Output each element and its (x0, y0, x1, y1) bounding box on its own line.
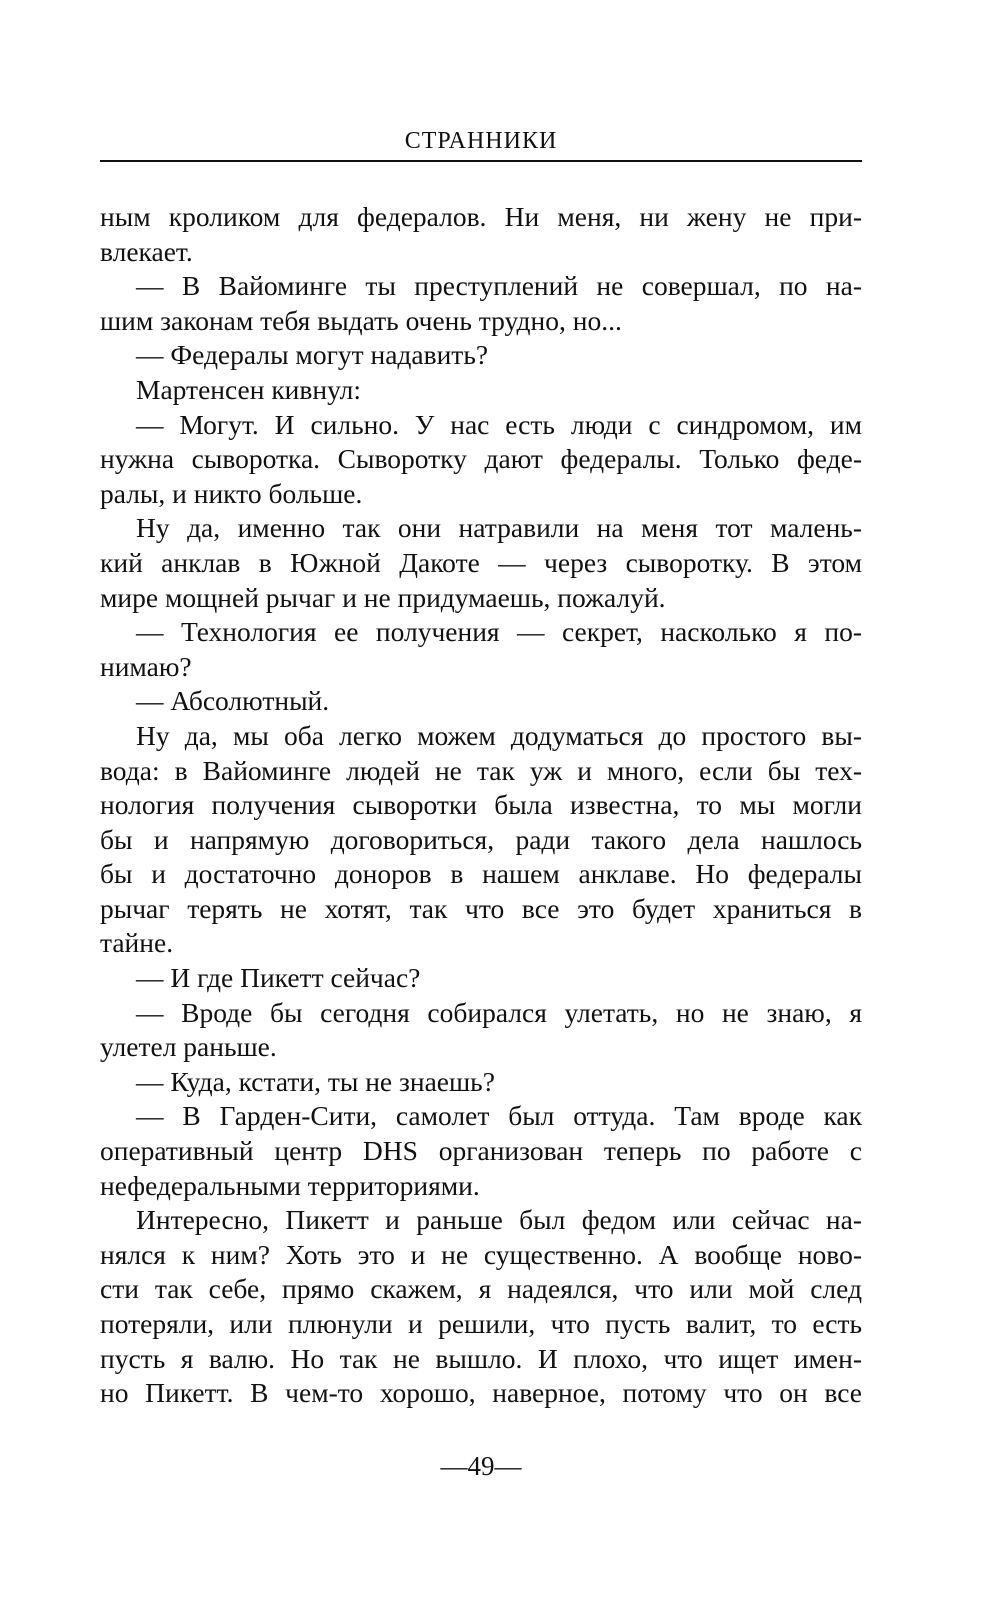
text-line: нужна сыворотка. Сыворотку дают федералы. Только феде- (100, 443, 862, 475)
text-line: сти так себе, прямо скажем, я надеялся, что или мой след (100, 1273, 862, 1305)
text-line: тайне. (100, 927, 174, 959)
text-line: Ну да, мы оба легко можем додуматься до простого вы- (136, 719, 862, 751)
text-line: нялся к ним? Хоть это и не существенно. А вообще ново- (100, 1238, 862, 1270)
text-line: улетел раньше. (100, 1031, 277, 1063)
text-line: пусть я валю. Но так не вышло. И плохо, что ищет имен- (100, 1342, 862, 1374)
text-line: влекает. (100, 235, 193, 267)
text-line: но Пикетт. В чем-то хорошо, наверное, потому что он все (100, 1377, 862, 1409)
text-line: — Могут. И сильно. У нас есть люди с синдромом, им (136, 408, 862, 440)
text-line: ным кроликом для федералов. Ни меня, ни жену не при- (100, 201, 862, 232)
text-line: потеряли, или плюнули и решили, что пусть валит, то есть (100, 1308, 862, 1339)
text-line: — Технология ее получения — секрет, насколько я по- (136, 616, 862, 648)
body-text (100, 200, 862, 1411)
text-line: — И где Пикетт сейчас? (136, 962, 421, 994)
header-rule (100, 160, 862, 162)
text-line: — Вроде бы сегодня собирался улетать, но не знаю, я (136, 996, 862, 1028)
text-line: — В Гарден-Сити, самолет был оттуда. Там вроде как (136, 1100, 862, 1132)
text-line: нология получения сыворотки была известна, то мы могли (100, 789, 862, 821)
text-line: нимаю? (100, 650, 192, 682)
text-line: — Федералы могут надавить? (136, 339, 489, 371)
text-line: вода: в Вайоминге людей не так уж и много, если бы тех- (100, 754, 862, 786)
running-title: СТРАННИКИ (404, 128, 558, 154)
text-line: мире мощней рычаг и не придумаешь, пожалуй. (100, 581, 666, 613)
text-line: Интересно, Пикетт и раньше был федом или сейчас на- (136, 1204, 862, 1236)
text-line: бы и достаточно доноров в нашем анклаве. Но федералы (100, 858, 862, 890)
text-line: оперативный центр DHS организован теперь по работе с (100, 1135, 862, 1167)
text-line: Мартенсен кивнул: (136, 373, 362, 405)
text-line: — Куда, кстати, ты не знаешь? (136, 1065, 495, 1097)
text-line: — В Вайоминге ты преступлений не совершал, по на- (136, 270, 862, 302)
text-line: кий анклав в Южной Дакоте — через сыворотку. В этом (100, 546, 862, 578)
text-line: ралы, и никто больше. (100, 477, 363, 509)
text-line: шим законам тебя выдать очень трудно, но... (100, 304, 622, 336)
page-number: —49— (440, 1451, 522, 1481)
text-line: бы и напрямую договориться, ради такого дела нашлось (100, 823, 862, 855)
text-line: Ну да, именно так они натравили на меня тот малень- (136, 512, 862, 544)
text-line: нефедеральными территориями. (100, 1169, 480, 1201)
text-line: — Абсолютный. (136, 685, 330, 717)
text-line: рычаг терять не хотят, так что все это будет храниться в (100, 892, 862, 924)
